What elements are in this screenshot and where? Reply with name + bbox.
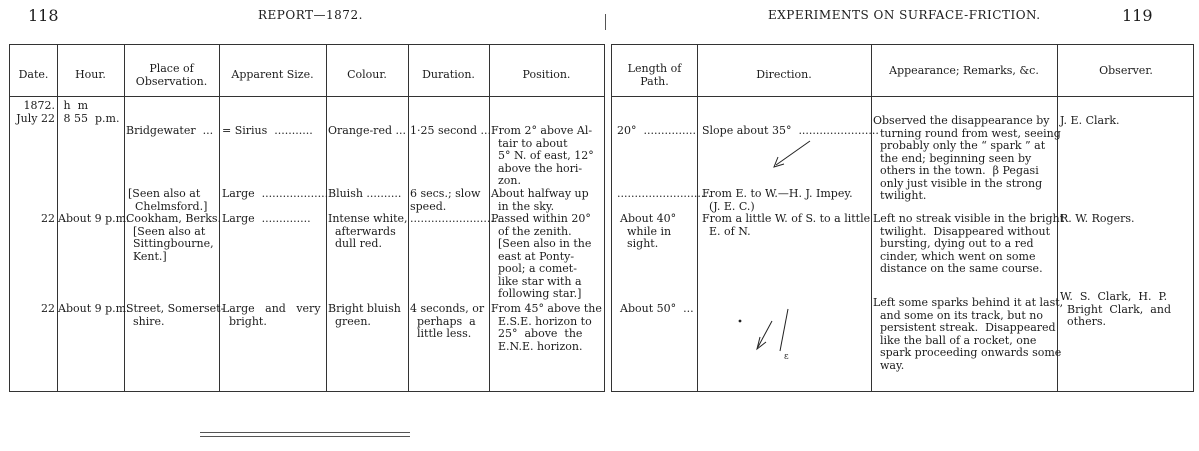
row-1-position: From 2° above Al- tair to about 5° N. of east, 12° above the hori- zon. xyxy=(491,124,594,187)
row-4-appearance: Left some sparks behind it at last, and some on its track, but no persistent streak. Disappeared like the ball of a rocket, one spark proceeding onwards some way. xyxy=(873,296,1064,372)
row-1-observer: J. E. Clark. xyxy=(1060,114,1120,127)
row-4-observer: W. S. Clark, H. P. Bright Clark, and others. xyxy=(1060,290,1171,328)
header-place: Place of Observation. xyxy=(135,62,208,88)
row-4-length: About 50° ... xyxy=(620,302,694,315)
direction-arrow-sketch-1 xyxy=(762,133,842,173)
page-number-right: 119 xyxy=(1122,6,1153,25)
row-2-duration: 6 secs.; slow speed. xyxy=(410,187,481,213)
header-size: Apparent Size. xyxy=(231,68,314,81)
table-right xyxy=(611,44,1194,392)
row-1-direction: Slope about 35° ....................... xyxy=(702,124,879,137)
header-hour: Hour. xyxy=(75,68,106,81)
row-1-size: = Sirius ........... xyxy=(222,124,313,137)
row-1-date: 1872. July 22 xyxy=(16,99,55,125)
page-number-left: 118 xyxy=(28,6,59,25)
header-rule xyxy=(10,96,604,97)
row-3-direction: From a little W. of S. to a little E. of N. xyxy=(702,212,871,238)
row-2-size: Large ................... xyxy=(222,187,329,200)
row-1-place: Bridgewater ... xyxy=(126,124,214,137)
row-3-place: Cookham, Berks. [Seen also at Sittingbourne, Kent.] xyxy=(126,212,222,263)
row-2-colour: Bluish .......... xyxy=(328,187,402,200)
row-2-length: ........................... xyxy=(617,187,712,200)
row-2-position: About halfway up in the sky. xyxy=(491,187,589,213)
row-3-size: Large .............. xyxy=(222,212,311,225)
row-4-position: From 45° above the E.S.E. horizon to 25° above the E.N.E. horizon. xyxy=(491,302,602,353)
header-position: Position. xyxy=(522,68,571,81)
direction-arrow-sketch-2 xyxy=(732,307,802,367)
row-3-duration: ........................... xyxy=(410,212,505,225)
row-1-colour: Orange-red ... xyxy=(328,124,406,137)
row-4-size: Large and very bright. xyxy=(222,302,321,328)
row-4-colour: Bright bluish green. xyxy=(328,302,401,328)
diagram-label: ε xyxy=(784,352,789,362)
row-3-colour: Intense white, afterwards dull red. xyxy=(328,212,408,250)
row-4-date: 22 xyxy=(41,302,55,315)
header-direction: Direction. xyxy=(756,68,812,81)
header-appearance: Appearance; Remarks, &c. xyxy=(889,64,1039,77)
row-4-hour: About 9 p.m. xyxy=(58,302,130,315)
row-3-date: 22 xyxy=(41,212,55,225)
row-4-place: Street, Somerset- shire. xyxy=(126,302,225,328)
header-observer: Observer. xyxy=(1099,64,1153,77)
row-1-appearance: Observed the disappearance by turning round from west, seeing probably only the “ spark ” at the end; beginning seen by others in the town. β Pegasi only just visible in the strong twilight. xyxy=(873,114,1061,202)
row-3-position: Passed within 20° of the zenith. [Seen also in the east at Ponty- pool; a comet- like star with a following star.] xyxy=(491,212,592,300)
table-left xyxy=(9,44,605,392)
row-1-hour: h m 8 55 p.m. xyxy=(63,99,120,125)
row-1-length: 20° ............... xyxy=(617,124,696,137)
row-3-hour: About 9 p.m. xyxy=(58,212,130,225)
page-title-left: REPORT—1872. xyxy=(258,8,363,22)
page-spine xyxy=(605,14,606,30)
row-3-observer: R. W. Rogers. xyxy=(1060,212,1135,225)
row-3-appearance: Left no streak visible in the bright twilight. Disappeared without bursting, dying out to a red cinder, which went on some distance on the same course. xyxy=(873,212,1064,275)
row-1-duration: 1·25 second ... xyxy=(410,124,492,137)
header-length: Length of Path. xyxy=(627,62,682,88)
header-date: Date. xyxy=(18,68,49,81)
row-2-place: [Seen also at Chelmsford.] xyxy=(128,187,208,213)
row-3-length: About 40° while in sight. xyxy=(620,212,677,250)
footnote-rule xyxy=(200,432,410,433)
header-duration: Duration. xyxy=(422,68,475,81)
row-2-direction: From E. to W.—H. J. Impey. (J. E. C.) xyxy=(702,187,853,213)
page-title-right: EXPERIMENTS ON SURFACE-FRICTION. xyxy=(768,8,1041,22)
row-4-duration: 4 seconds, or perhaps a little less. xyxy=(410,302,485,340)
footnote-rule xyxy=(200,436,410,437)
header-rule xyxy=(612,96,1193,97)
header-colour: Colour. xyxy=(347,68,387,81)
